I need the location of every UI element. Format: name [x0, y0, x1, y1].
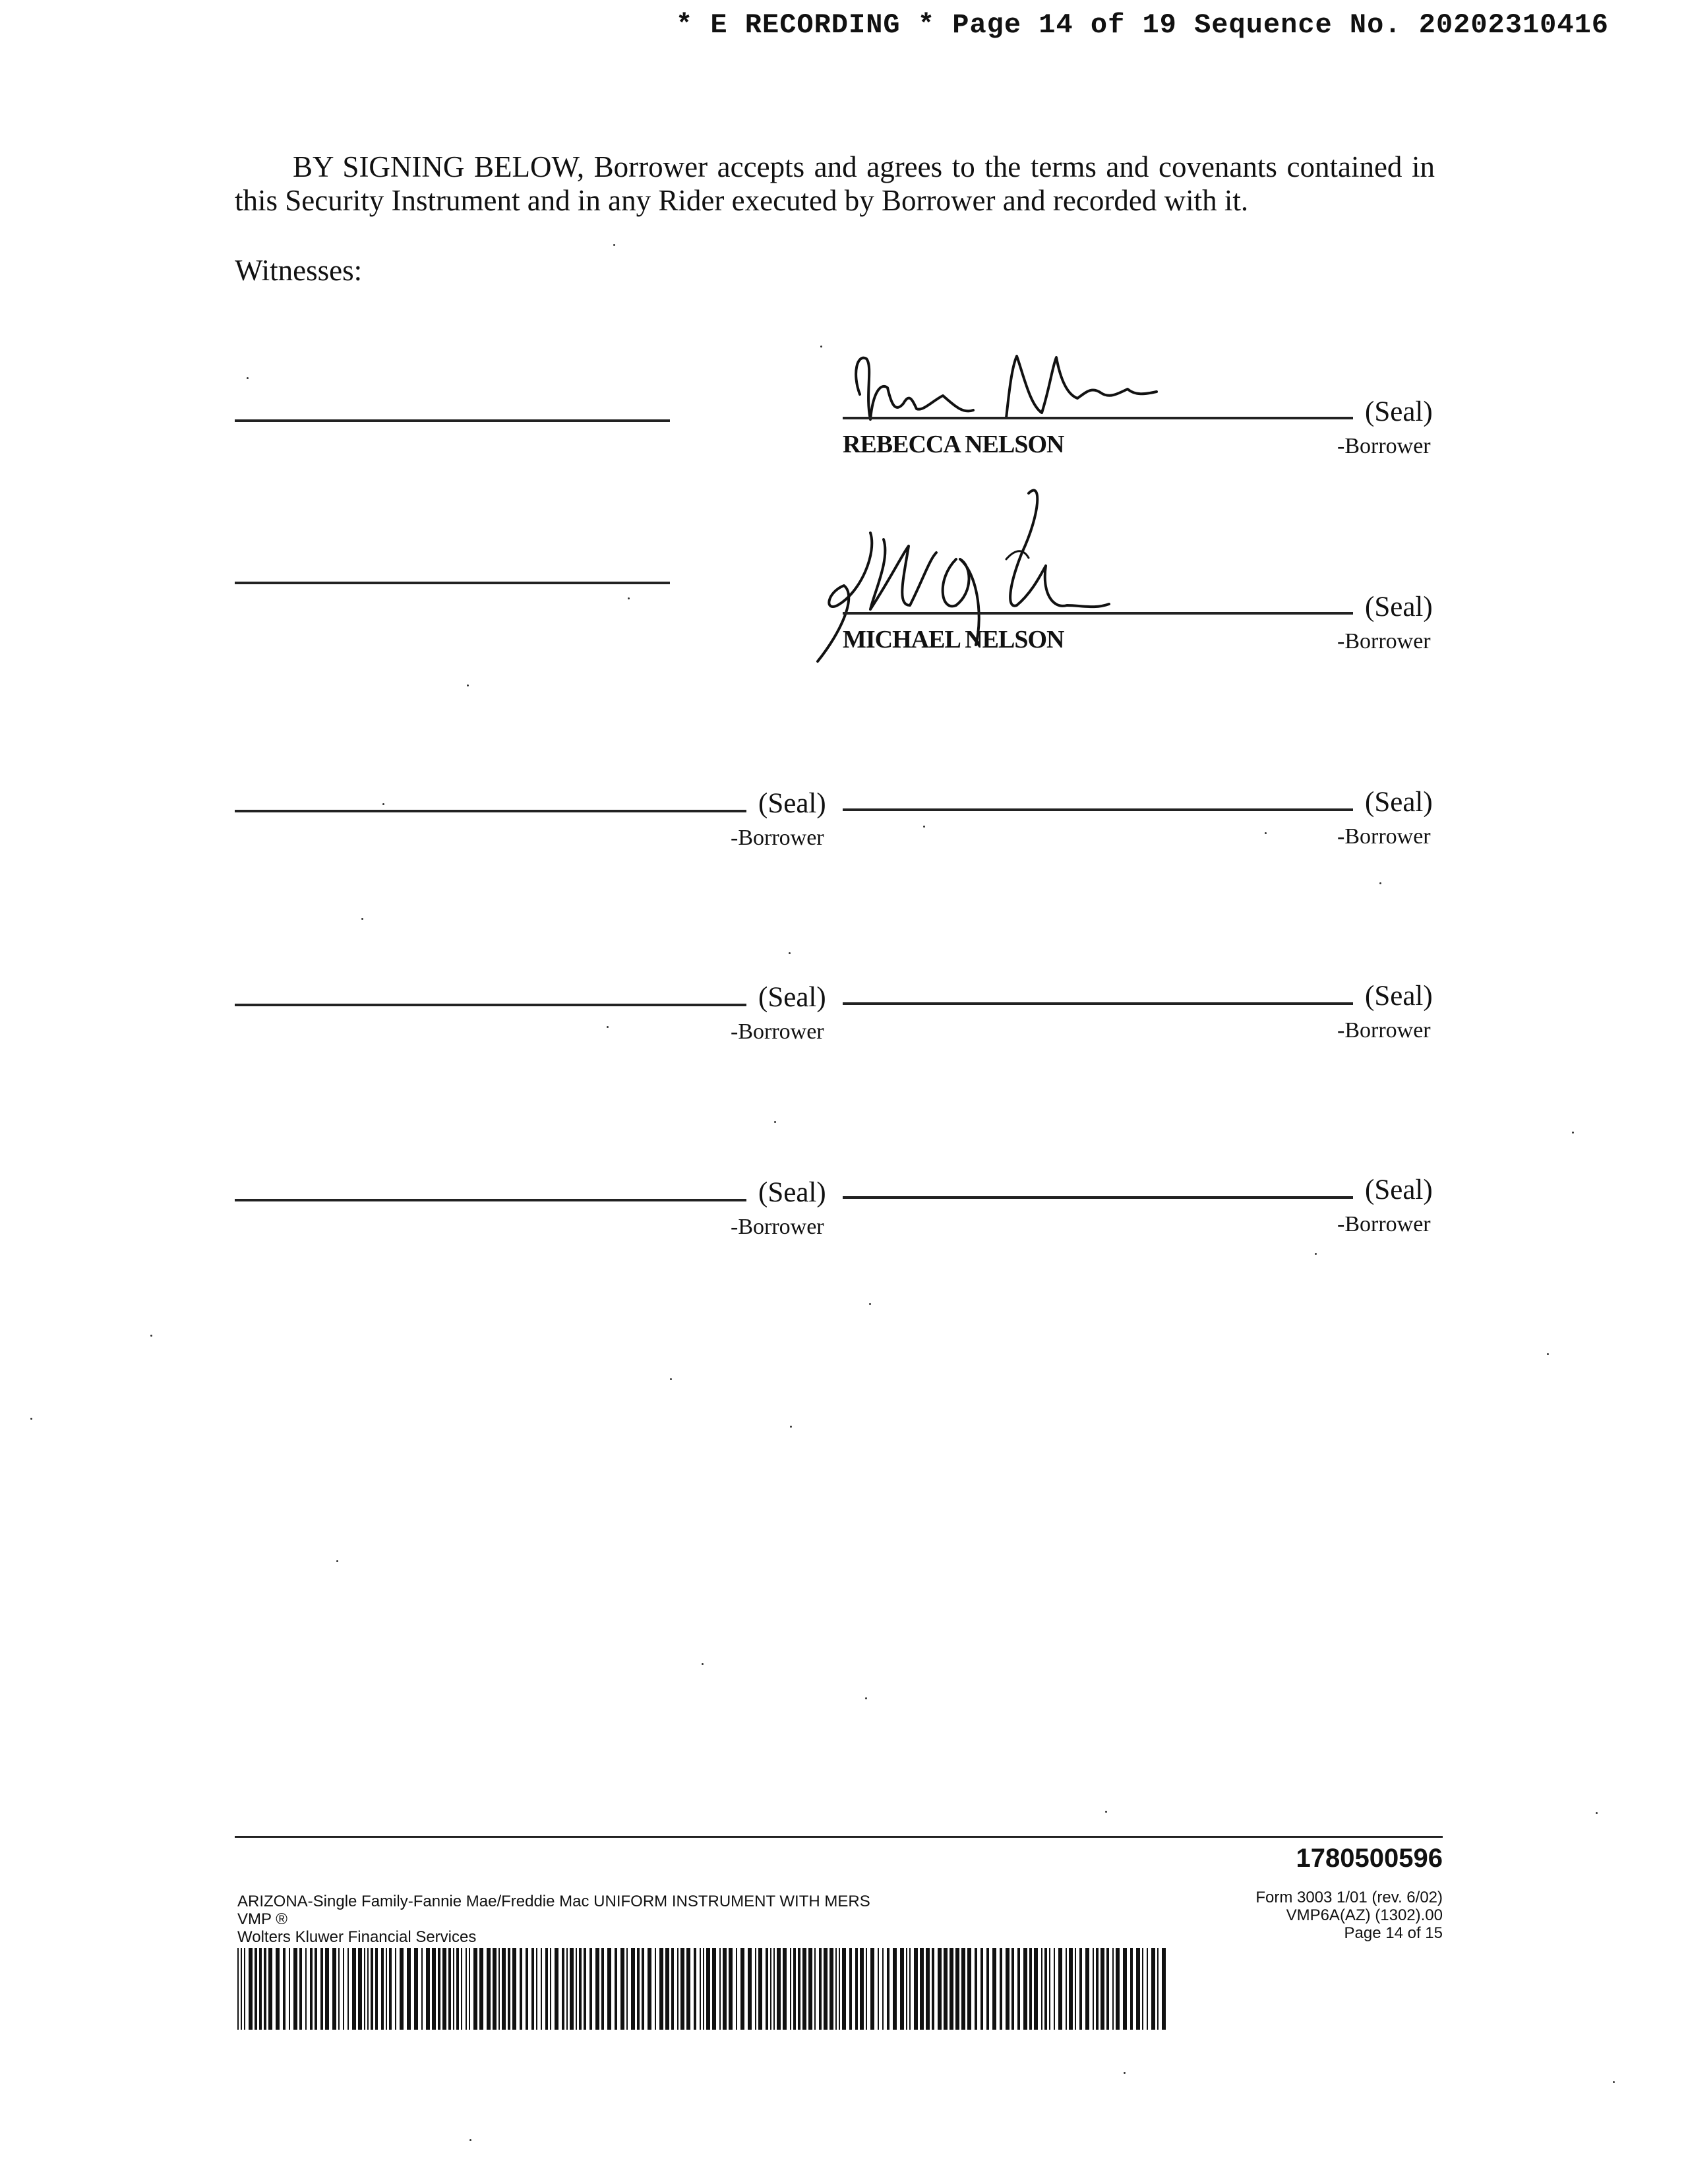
seal-label: (Seal) — [1365, 592, 1433, 622]
barcode-bar — [1157, 1948, 1159, 2030]
barcode-bar — [448, 1948, 451, 2030]
barcode-bar — [541, 1948, 542, 2030]
barcode-bar — [906, 1948, 907, 2030]
barcode-bar — [550, 1948, 551, 2030]
barcode-bar — [849, 1948, 852, 2030]
form-code: VMP6A(AZ) (1302).00 — [1286, 1906, 1443, 1924]
scan-speck — [150, 1335, 152, 1337]
barcode-bar — [566, 1948, 568, 2030]
barcode-bar — [770, 1948, 771, 2030]
barcode-bar — [766, 1948, 768, 2030]
barcode-bar — [407, 1948, 411, 2030]
barcode-bar — [1017, 1948, 1020, 2030]
barcode-bar — [1151, 1948, 1155, 2030]
borrower-role-label: -Borrower — [1337, 1212, 1431, 1236]
signature-line-blank — [843, 808, 1353, 811]
barcode-bar — [426, 1948, 430, 2030]
form-reference — [1121, 1889, 1443, 1942]
barcode-bar — [1011, 1948, 1014, 2030]
barcode-bar — [375, 1948, 378, 2030]
barcode-bar — [487, 1948, 491, 2030]
barcode-bar — [909, 1948, 911, 2030]
barcode-bar — [512, 1948, 516, 2030]
barcode-bar — [453, 1948, 454, 2030]
barcode-bar — [736, 1948, 737, 2030]
barcode-bar — [1147, 1948, 1148, 2030]
barcode-bar — [579, 1948, 582, 2030]
barcode-bar — [1066, 1948, 1067, 2030]
signature-line-blank — [843, 1196, 1353, 1199]
barcode-bar — [601, 1948, 604, 2030]
barcode-bar — [555, 1948, 558, 2030]
barcode-bar — [438, 1948, 440, 2030]
barcode-bar — [498, 1948, 500, 2030]
barcode-bar — [914, 1948, 918, 2030]
barcode-bar — [1123, 1948, 1127, 2030]
barcode-bar — [386, 1948, 387, 2030]
barcode-bar — [520, 1948, 522, 2030]
barcode-bar — [790, 1948, 791, 2030]
barcode-bar — [793, 1948, 796, 2030]
seal-label: (Seal) — [1365, 1174, 1433, 1205]
signature-line-blank — [235, 810, 746, 812]
barcode-bar — [526, 1948, 528, 2030]
barcode-bar — [255, 1948, 257, 2030]
barcode-bar — [819, 1948, 822, 2030]
barcode-bar — [712, 1948, 716, 2030]
barcode-bar — [773, 1948, 775, 2030]
barcode-bar — [1130, 1948, 1133, 2030]
seal-label: (Seal) — [1365, 396, 1433, 427]
barcode-bar — [545, 1948, 548, 2030]
barcode-bar — [1100, 1948, 1104, 2030]
barcode-bar — [975, 1948, 977, 2030]
signature-line-rebecca — [843, 417, 1353, 419]
barcode-bar — [1106, 1948, 1109, 2030]
handwritten-signature-rebecca — [851, 348, 1180, 427]
barcode-bar — [866, 1948, 867, 2030]
scan-speck — [336, 1560, 338, 1562]
barcode-bar — [320, 1948, 323, 2030]
scan-speck — [613, 244, 615, 246]
barcode-bar — [442, 1948, 446, 2030]
witness-line-2 — [235, 582, 670, 584]
scan-speck — [1596, 1812, 1598, 1814]
scan-speck — [774, 1121, 776, 1123]
signature-line-blank — [235, 1004, 746, 1006]
barcode-bar — [648, 1948, 651, 2030]
barcode-bar — [1049, 1948, 1050, 2030]
barcode-bar — [783, 1948, 787, 2030]
barcode-bar — [332, 1948, 336, 2030]
barcode-bar — [289, 1948, 290, 2030]
scan-speck — [30, 1418, 32, 1420]
barcode-bar — [607, 1948, 611, 2030]
barcode-bar — [595, 1948, 599, 2030]
barcode-bar — [536, 1948, 537, 2030]
barcode-bar — [305, 1948, 307, 2030]
barcode-bar — [461, 1948, 462, 2030]
barcode-bar — [1034, 1948, 1038, 2030]
barcode-bar — [343, 1948, 344, 2030]
signature-line-michael — [843, 612, 1353, 615]
scan-speck — [790, 1426, 792, 1428]
barcode-bar — [626, 1948, 628, 2030]
barcode-bar — [1069, 1948, 1073, 2030]
barcode-bar — [508, 1948, 510, 2030]
borrower-name-rebecca: REBECCA NELSON — [843, 431, 1064, 458]
barcode-bar — [389, 1948, 392, 2030]
barcode-bar — [814, 1948, 816, 2030]
barcode-bar — [703, 1948, 704, 2030]
barcode-bar — [860, 1948, 864, 2030]
barcode-bar — [961, 1948, 965, 2030]
barcode-bar — [671, 1948, 674, 2030]
borrower-role-label: -Borrower — [731, 1019, 824, 1044]
barcode-bar — [642, 1948, 644, 2030]
barcode-bar — [665, 1948, 669, 2030]
barcode-bar — [802, 1948, 806, 2030]
barcode-bar — [531, 1948, 534, 2030]
barcode-bar — [1023, 1948, 1027, 2030]
scan-speck — [467, 684, 469, 686]
barcode-bar — [276, 1948, 280, 2030]
scan-speck — [1124, 2072, 1126, 2074]
scan-speck — [869, 1303, 871, 1305]
barcode-bar — [381, 1948, 384, 2030]
barcode-bar — [967, 1948, 971, 2030]
barcode-bar — [1085, 1948, 1089, 2030]
publisher-name: Wolters Kluwer Financial Services — [237, 1928, 477, 1946]
barcode-bar — [502, 1948, 506, 2030]
scan-speck — [247, 377, 249, 379]
barcode-bar — [1142, 1948, 1143, 2030]
barcode-bar — [241, 1948, 242, 2030]
barcode-bar — [400, 1948, 404, 2030]
barcode-bar — [493, 1948, 497, 2030]
barcode-bar — [900, 1948, 904, 2030]
scan-speck — [1613, 2081, 1615, 2083]
scan-speck — [865, 1697, 867, 1699]
borrower-role-label: -Borrower — [1337, 629, 1431, 653]
scan-speck — [1265, 832, 1267, 834]
barcode-bar — [358, 1948, 362, 2030]
barcode-bar — [414, 1948, 418, 2030]
barcode-bar — [310, 1948, 313, 2030]
document-barcode — [237, 1948, 1166, 2030]
barcode-bar — [1162, 1948, 1166, 2030]
barcode-bar — [882, 1948, 884, 2030]
barcode-bar — [395, 1948, 396, 2030]
barcode-bar — [371, 1948, 373, 2030]
barcode-bar — [677, 1948, 678, 2030]
barcode-bar — [1044, 1948, 1047, 2030]
borrower-role-label: -Borrower — [731, 1215, 824, 1239]
scan-speck — [469, 2139, 471, 2141]
scan-speck — [1315, 1253, 1317, 1255]
seal-label: (Seal) — [758, 1177, 826, 1208]
borrower-role-label: -Borrower — [1337, 824, 1431, 849]
barcode-bar — [740, 1948, 744, 2030]
barcode-bar — [893, 1948, 897, 2030]
barcode-bar — [723, 1948, 727, 2030]
barcode-bar — [1075, 1948, 1076, 2030]
seal-label: (Seal) — [1365, 981, 1433, 1012]
barcode-bar — [584, 1948, 586, 2030]
barcode-bar — [293, 1948, 297, 2030]
barcode-bar — [364, 1948, 365, 2030]
barcode-bar — [887, 1948, 889, 2030]
barcode-bar — [456, 1948, 459, 2030]
barcode-bar — [755, 1948, 756, 2030]
barcode-bar — [264, 1948, 266, 2030]
barcode-bar — [576, 1948, 577, 2030]
barcode-bar — [367, 1948, 369, 2030]
barcode-bar — [700, 1948, 701, 2030]
seal-label: (Seal) — [758, 982, 826, 1013]
scan-speck — [820, 346, 822, 348]
barcode-bar — [870, 1948, 874, 2030]
barcode-bar — [944, 1948, 948, 2030]
barcode-bar — [706, 1948, 710, 2030]
barcode-bar — [920, 1948, 924, 2030]
form-description: ARIZONA-Single Family-Fannie Mae/Freddie Mac UNIFORM INSTRUMENT WITH MERS — [237, 1893, 870, 1910]
barcode-bar — [631, 1948, 635, 2030]
scan-speck — [382, 803, 384, 805]
barcode-bar — [589, 1948, 592, 2030]
barcode-bar — [1000, 1948, 1002, 2030]
barcode-bar — [1079, 1948, 1082, 2030]
barcode-bar — [325, 1948, 329, 2030]
scan-speck — [789, 952, 791, 954]
barcode-bar — [992, 1948, 996, 2030]
barcode-bar — [1041, 1948, 1042, 2030]
barcode-bar — [680, 1948, 684, 2030]
seal-label: (Seal) — [758, 788, 826, 819]
borrower-role-label: -Borrower — [1337, 1018, 1431, 1043]
barcode-bar — [777, 1948, 781, 2030]
barcode-bar — [570, 1948, 574, 2030]
signature-line-blank — [843, 1002, 1353, 1005]
barcode-bar — [338, 1948, 340, 2030]
loan-number: 1780500596 — [1296, 1844, 1443, 1873]
barcode-bar — [808, 1948, 812, 2030]
barcode-bar — [637, 1948, 640, 2030]
barcode-bar — [469, 1948, 470, 2030]
witnesses-label: Witnesses: — [235, 254, 363, 287]
barcode-bar — [421, 1948, 423, 2030]
barcode-bar — [829, 1948, 833, 2030]
barcode-bar — [798, 1948, 800, 2030]
scan-speck — [1379, 882, 1381, 884]
barcode-bar — [719, 1948, 721, 2030]
barcode-bar — [473, 1948, 477, 2030]
barcode-bar — [955, 1948, 959, 2030]
barcode-bar — [986, 1948, 989, 2030]
barcode-bar — [259, 1948, 262, 2030]
barcode-bar — [694, 1948, 696, 2030]
seal-label: (Seal) — [1365, 787, 1433, 818]
barcode-bar — [655, 1948, 656, 2030]
barcode-bar — [835, 1948, 837, 2030]
barcode-bar — [466, 1948, 467, 2030]
barcode-bar — [1096, 1948, 1099, 2030]
barcode-bar — [244, 1948, 245, 2030]
borrower-role-label: -Borrower — [1337, 434, 1431, 458]
scan-speck — [361, 918, 363, 920]
barcode-bar — [283, 1948, 286, 2030]
barcode-bar — [352, 1948, 356, 2030]
barcode-bar — [615, 1948, 617, 2030]
barcode-bar — [315, 1948, 317, 2030]
barcode-bar — [237, 1948, 239, 2030]
barcode-bar — [1136, 1948, 1140, 2030]
borrower-name-michael: MICHAEL NELSON — [843, 626, 1064, 653]
recording-header: * E RECORDING * Page 14 of 19 Sequence No. 20202310416 — [675, 9, 1609, 41]
barcode-bar — [347, 1948, 349, 2030]
barcode-bar — [620, 1948, 624, 2030]
barcode-bar — [249, 1948, 253, 2030]
barcode-bar — [1116, 1948, 1120, 2030]
form-identification — [237, 1893, 870, 1946]
barcode-bar — [824, 1948, 828, 2030]
barcode-bar — [1054, 1948, 1055, 2030]
barcode-bar — [855, 1948, 858, 2030]
barcode-bar — [299, 1948, 302, 2030]
barcode-bar — [842, 1948, 846, 2030]
barcode-bar — [938, 1948, 942, 2030]
barcode-bar — [432, 1948, 436, 2030]
scan-speck — [607, 1026, 609, 1028]
acceptance-paragraph: BY SIGNING BELOW, Borrower accepts and agrees to the terms and covenants contained in this Security Instrument and in any Rider executed by Borrower and recorded with it. — [235, 150, 1435, 217]
borrower-role-label: -Borrower — [731, 826, 824, 850]
barcode-bar — [758, 1948, 762, 2030]
footer-rule — [235, 1836, 1443, 1838]
scan-speck — [1547, 1353, 1549, 1355]
barcode-bar — [950, 1948, 953, 2030]
barcode-bar — [479, 1948, 483, 2030]
barcode-bar — [659, 1948, 663, 2030]
barcode-bar — [1029, 1948, 1032, 2030]
barcode-bar — [1006, 1948, 1010, 2030]
barcode-bar — [686, 1948, 690, 2030]
vendor-mark: VMP ® — [237, 1910, 287, 1928]
barcode-bar — [932, 1948, 934, 2030]
barcode-bar — [562, 1948, 564, 2030]
scan-speck — [670, 1378, 672, 1380]
barcode-bar — [980, 1948, 983, 2030]
barcode-bar — [926, 1948, 930, 2030]
form-number: Form 3003 1/01 (rev. 6/02) — [1255, 1889, 1443, 1906]
barcode-bar — [729, 1948, 733, 2030]
barcode-bar — [268, 1948, 272, 2030]
scan-speck — [702, 1663, 704, 1665]
scan-speck — [628, 597, 630, 599]
barcode-bar — [1112, 1948, 1114, 2030]
scan-speck — [1572, 1132, 1574, 1134]
page-number: Page 14 of 15 — [1344, 1924, 1443, 1942]
barcode-bar — [1093, 1948, 1094, 2030]
barcode-bar — [878, 1948, 879, 2030]
scan-speck — [1105, 1811, 1107, 1813]
barcode-bar — [748, 1948, 752, 2030]
scan-speck — [923, 826, 925, 828]
signature-line-blank — [235, 1199, 746, 1201]
witness-line-1 — [235, 419, 670, 422]
barcode-bar — [1058, 1948, 1062, 2030]
barcode-bar — [839, 1948, 840, 2030]
